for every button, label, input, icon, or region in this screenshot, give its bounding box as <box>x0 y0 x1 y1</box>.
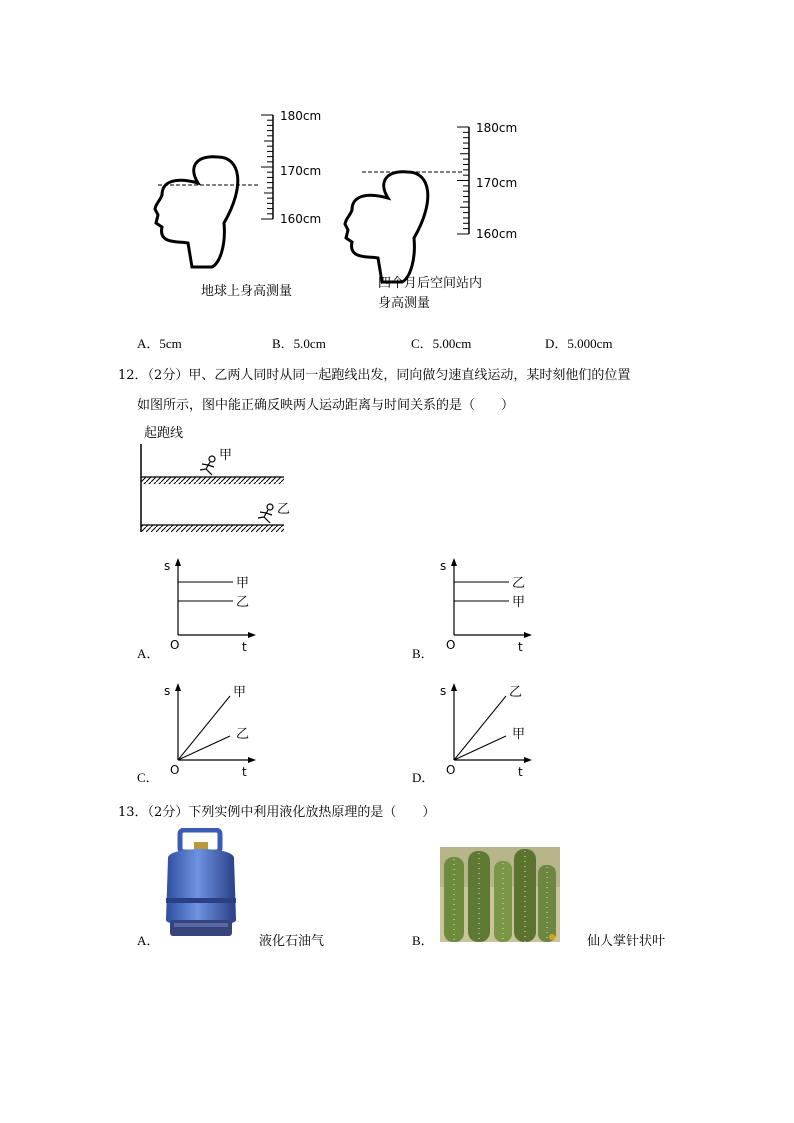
q12-stem-line1: 12．（2分）甲、乙两人同时从同一起跑线出发，同向做匀速直线运动，某时刻他们的位置 <box>118 368 631 383</box>
ruler-left <box>261 115 273 219</box>
series-label-lower: 乙 <box>236 727 250 742</box>
runner-label-b: 乙 <box>277 502 291 517</box>
option-text: 5cm <box>159 336 182 351</box>
q12-graph-a[interactable] <box>158 553 268 658</box>
q11-option-d[interactable] <box>545 333 613 352</box>
option-text: 5.000cm <box>567 336 613 351</box>
tick-170-left: 170cm <box>280 164 322 178</box>
option-text: 5.0cm <box>293 336 326 351</box>
option-letter: D． <box>545 336 568 351</box>
q11-option-a[interactable] <box>137 333 182 352</box>
series-label-lower: 乙 <box>236 595 250 610</box>
runner-icon-b <box>258 504 273 523</box>
option-letter: A． <box>137 336 160 351</box>
axis-origin: O <box>446 763 456 777</box>
q12-option-c-letter[interactable]: C． <box>137 770 159 785</box>
head-right <box>345 172 428 282</box>
axis-t-label: t <box>242 640 247 654</box>
q12-option-d-letter[interactable]: D． <box>412 770 435 785</box>
axis-s-label: s <box>164 684 171 698</box>
series-line-lower <box>454 736 506 760</box>
q13-stem: 13．（2分）下列实例中利用液化放热原理的是（ ） <box>118 805 436 820</box>
option-letter: B． <box>272 336 294 351</box>
start-line-label: 起跑线 <box>144 426 184 441</box>
q12-stem-line2: 如图所示，图中能正确反映两人运动距离与时间关系的是（ ） <box>137 398 515 413</box>
q12-graph-c[interactable] <box>158 678 268 783</box>
series-line-upper <box>178 696 230 760</box>
head-left <box>155 157 238 267</box>
axis-t-label: t <box>518 640 523 654</box>
axis-s-label: s <box>440 559 447 573</box>
axis-t-label: t <box>242 765 247 779</box>
series-label-lower: 甲 <box>512 727 526 742</box>
ruler-right <box>457 127 469 234</box>
caption-space-line2: 身高测量 <box>378 296 431 311</box>
series-line-lower <box>178 736 230 760</box>
option-text: 5.00cm <box>432 336 472 351</box>
q12-option-b-letter[interactable]: B． <box>412 646 434 661</box>
running-track-figure <box>136 422 296 540</box>
q12-option-a-letter[interactable]: A． <box>137 646 160 661</box>
caption-earth: 地球上身高测量 <box>201 284 293 299</box>
series-label-upper: 甲 <box>233 685 247 700</box>
q12-graph-b[interactable] <box>434 553 544 658</box>
axis-s-label: s <box>164 559 171 573</box>
option-letter: C． <box>411 336 433 351</box>
tick-180-right: 180cm <box>476 121 518 135</box>
axis-origin: O <box>170 763 180 777</box>
axis-origin: O <box>446 638 456 652</box>
series-line-upper <box>454 696 506 760</box>
q11-option-c[interactable] <box>411 333 471 352</box>
series-label-upper: 乙 <box>509 685 523 700</box>
runner-label-a: 甲 <box>219 448 233 463</box>
q13-option-a-letter[interactable]: A． <box>137 933 160 948</box>
tick-180-left: 180cm <box>280 109 322 123</box>
tick-160-right: 160cm <box>476 227 518 241</box>
series-label-lower: 甲 <box>512 595 526 610</box>
axis-t-label: t <box>518 765 523 779</box>
axis-s-label: s <box>440 684 447 698</box>
q11-option-b[interactable] <box>272 333 326 352</box>
q12-graph-d[interactable] <box>434 678 544 783</box>
series-label-upper: 甲 <box>236 576 250 591</box>
runner-icon-a <box>200 456 215 475</box>
cactus-image <box>440 847 560 942</box>
height-measure-figure <box>140 105 540 290</box>
series-label-upper: 乙 <box>512 576 526 591</box>
q13-option-b-caption: 仙人掌针状叶 <box>587 934 666 949</box>
lpg-tank-image <box>160 828 242 940</box>
q13-option-b-letter[interactable]: B． <box>412 933 434 948</box>
tick-170-right: 170cm <box>476 176 518 190</box>
q13-option-a-caption: 液化石油气 <box>259 934 325 949</box>
axis-origin: O <box>170 638 180 652</box>
caption-space-line1: 四个月后空间站内 <box>378 276 483 291</box>
tick-160-left: 160cm <box>280 212 322 226</box>
